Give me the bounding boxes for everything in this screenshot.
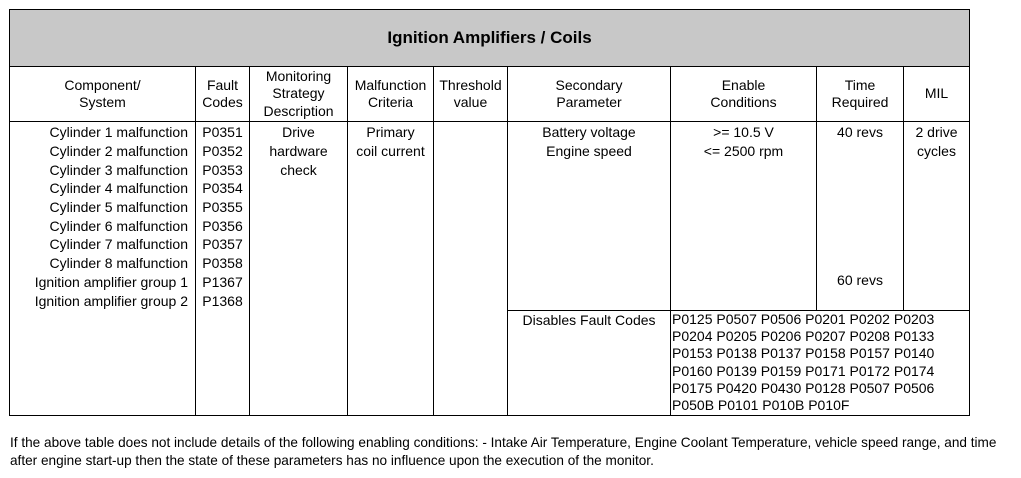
footnote: If the above table does not include details of the following enabling conditions: - Intake Air Temperature, Engine Coolant Temperature, vehicle speed range, and time after engine start-up then the state of these parameters has no influence upon the execution of the monitor. <box>10 435 997 468</box>
header-enable-conditions: Enable Conditions <box>671 67 817 122</box>
fault-code: P0352 <box>202 142 243 159</box>
fault-code: P0358 <box>202 255 243 272</box>
disabled-codes-line: P0160 P0139 P0159 P0171 P0172 P0174 <box>672 362 935 379</box>
fault-code: P0354 <box>202 180 243 197</box>
header-secondary-parameter: Secondary Parameter <box>508 67 671 122</box>
header-threshold-value: Threshold value <box>434 67 508 122</box>
table-title: Ignition Amplifiers / Coils <box>10 10 970 67</box>
fault-code: P0355 <box>202 199 243 216</box>
component-item: Cylinder 6 malfunction <box>49 217 188 234</box>
header-time-required: Time Required <box>817 67 904 122</box>
disables-fault-codes-label: Disables Fault Codes <box>508 310 671 415</box>
secondary-parameter: Engine speed <box>546 142 632 159</box>
time-required-value: 40 revs <box>837 124 883 141</box>
disabled-codes-line: P0125 P0507 P0506 P0201 P0202 P0203 <box>672 310 935 327</box>
header-component: Component/ System <box>10 67 196 122</box>
fault-code: P1368 <box>202 292 243 309</box>
component-item: Cylinder 4 malfunction <box>49 180 188 197</box>
header-monitoring-strategy: Monitoring Strategy Description <box>250 67 348 122</box>
malfunction-criteria-cell: Primary coil current <box>348 122 434 416</box>
disabled-codes-line: P0204 P0205 P0206 P0207 P0208 P0133 <box>672 328 935 345</box>
enable-conditions-cell <box>671 122 817 310</box>
disabled-codes-line: P0153 P0138 P0137 P0158 P0157 P0140 <box>672 345 935 362</box>
disabled-codes-line: P0175 P0420 P0430 P0128 P0507 P0506 <box>672 379 935 396</box>
component-item: Cylinder 2 malfunction <box>49 142 188 159</box>
ignition-monitor-table <box>9 9 970 416</box>
header-malfunction-criteria: Malfunction Criteria <box>348 67 434 122</box>
fault-code: P0357 <box>202 236 243 253</box>
fault-code: P0351 <box>202 124 243 141</box>
fault-code-list <box>196 122 250 416</box>
component-list <box>10 122 196 416</box>
component-item: Ignition amplifier group 1 <box>34 273 188 290</box>
secondary-parameter-cell <box>508 122 671 310</box>
component-item: Ignition amplifier group 2 <box>34 292 188 309</box>
fault-code: P0353 <box>202 161 243 178</box>
time-required-value: 60 revs <box>837 272 883 289</box>
component-item: Cylinder 5 malfunction <box>49 199 188 216</box>
secondary-parameter: Battery voltage <box>542 124 636 141</box>
threshold-value-cell <box>434 122 508 416</box>
fault-code: P0356 <box>202 217 243 234</box>
component-item: Cylinder 1 malfunction <box>49 124 188 141</box>
disables-fault-codes-list <box>671 310 970 415</box>
enable-condition: >= 10.5 V <box>713 124 774 141</box>
component-item: Cylinder 7 malfunction <box>49 236 188 253</box>
disabled-codes-line: P050B P0101 P010B P010F <box>672 397 850 414</box>
header-fault-codes: Fault Codes <box>196 67 250 122</box>
monitoring-strategy-cell: Drive hardware check <box>250 122 348 416</box>
time-required-cell <box>817 122 904 310</box>
enable-condition: <= 2500 rpm <box>703 142 784 159</box>
mil-cell: 2 drive cycles <box>904 122 970 310</box>
fault-code: P1367 <box>202 273 243 290</box>
component-item: Cylinder 3 malfunction <box>49 161 188 178</box>
component-item: Cylinder 8 malfunction <box>49 255 188 272</box>
header-mil: MIL <box>904 67 970 122</box>
